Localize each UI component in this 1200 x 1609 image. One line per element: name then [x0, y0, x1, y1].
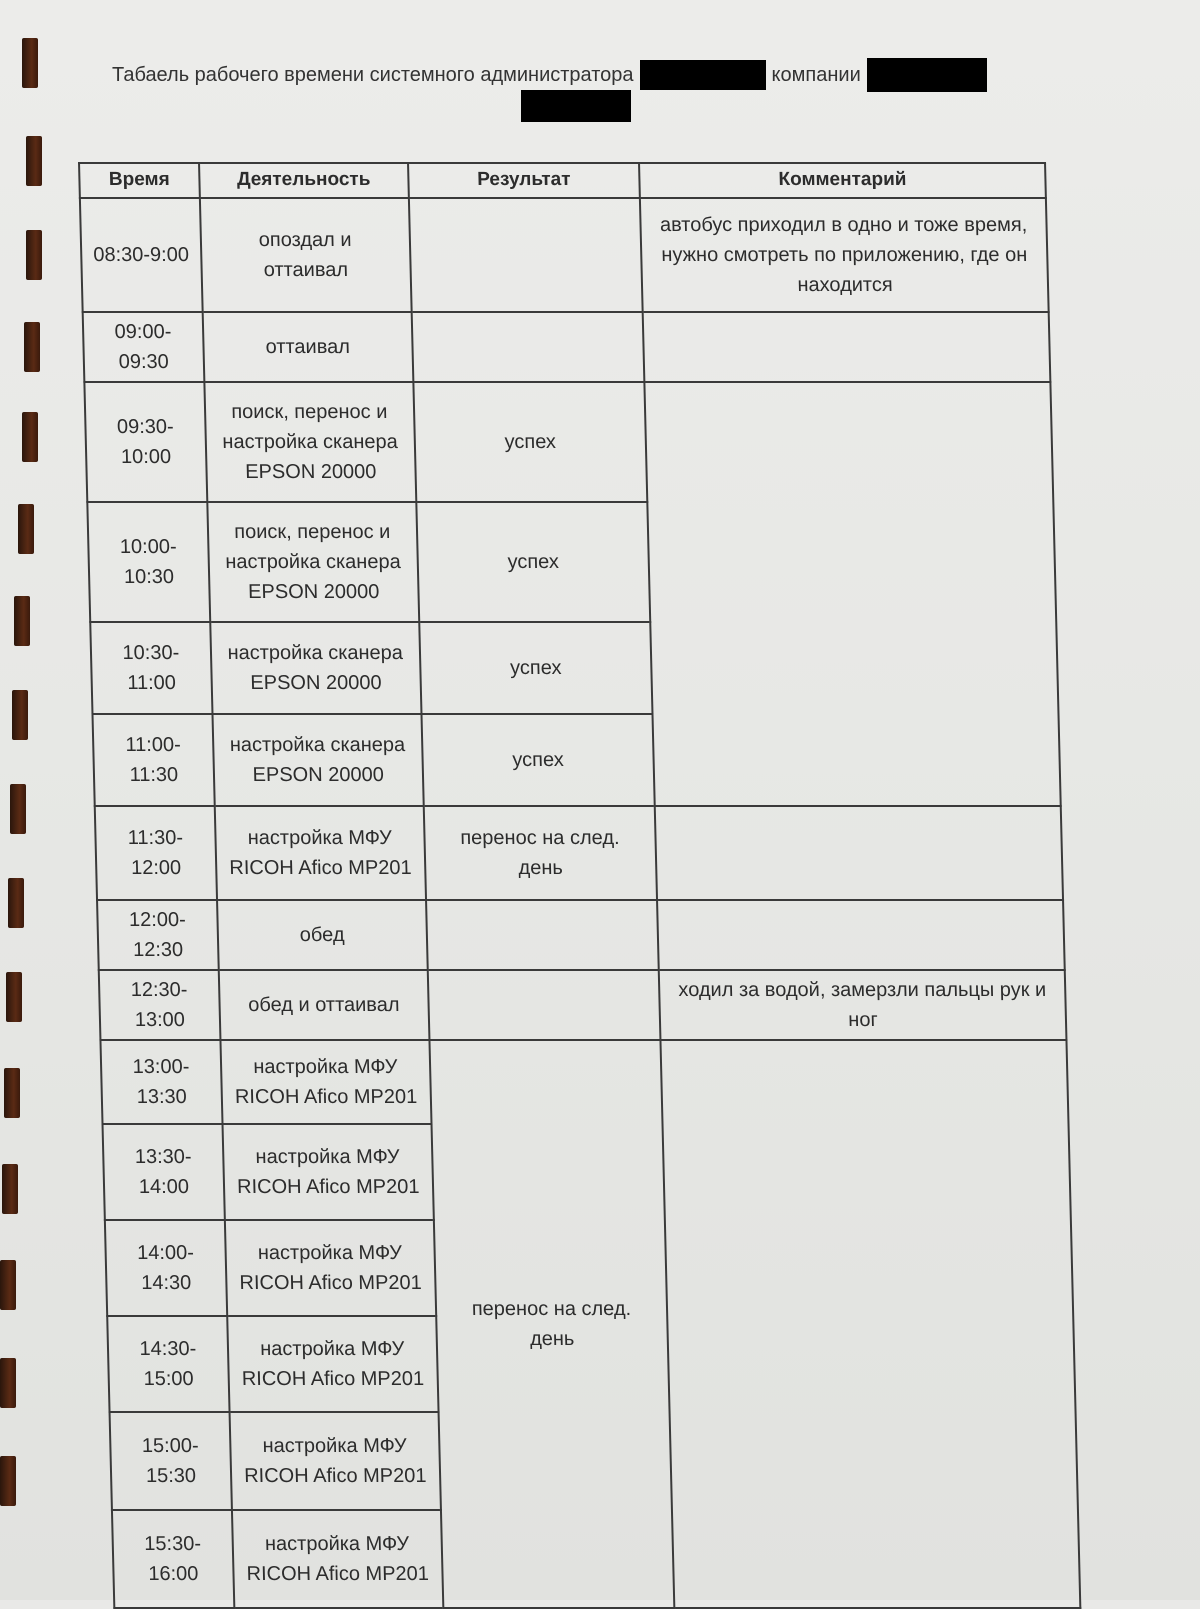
result-cell [427, 970, 660, 1040]
activity-cell: опоздал и оттаивал [200, 198, 412, 312]
column-header-comment: Комментарий [639, 163, 1046, 198]
binding-hole [4, 1068, 20, 1118]
activity-cell: обед и оттаивал [218, 970, 429, 1040]
result-cell: перенос на след. день [429, 1040, 674, 1608]
activity-cell: поиск, перенос и настройка сканера EPSON 20000 [207, 502, 419, 622]
result-cell: успех [421, 714, 655, 806]
time-cell: 12:30- 13:00 [99, 970, 220, 1040]
timesheet-table [78, 162, 1081, 1609]
binding-holes [0, 0, 60, 1600]
table-header-row [79, 163, 1046, 198]
time-cell: 11:00- 11:30 [92, 714, 214, 806]
table-row [100, 1040, 1068, 1124]
comment-cell [655, 806, 1063, 900]
binding-hole [22, 412, 38, 462]
activity-cell: настройка МФУ RICOH Afico MP201 [229, 1412, 440, 1510]
result-cell: успех [413, 382, 647, 502]
table-row [97, 900, 1065, 970]
time-cell: 14:30- 15:00 [107, 1316, 229, 1412]
column-header-activity: Деятельность [199, 163, 409, 198]
binding-hole [6, 972, 22, 1022]
activity-cell: настройка МФУ RICOH Afico MP201 [222, 1124, 433, 1220]
time-cell: 08:30-9:00 [80, 198, 203, 312]
time-cell: 11:30- 12:00 [95, 806, 217, 900]
activity-cell: обед [217, 900, 428, 970]
time-cell: 12:00- 12:30 [97, 900, 218, 970]
binding-hole [22, 38, 38, 88]
comment-cell: автобус приходил в одно и тоже время, нужно смотреть по приложению, где он находится [640, 198, 1049, 312]
redaction-bar [867, 58, 987, 92]
column-header-result: Результат [408, 163, 640, 198]
activity-cell: настройка МФУ RICOH Afico MP201 [225, 1220, 436, 1316]
result-cell [426, 900, 659, 970]
comment-cell: ходил за водой, замерзли пальцы рук и ног [659, 970, 1067, 1040]
time-cell: 15:30- 16:00 [112, 1510, 234, 1608]
comment-cell [643, 312, 1051, 382]
activity-cell: настройка МФУ RICOH Afico MP201 [227, 1316, 438, 1412]
binding-hole [2, 1164, 18, 1214]
result-cell [411, 312, 644, 382]
comment-cell [644, 382, 1060, 806]
result-cell: успех [419, 622, 653, 714]
comment-cell [661, 1040, 1081, 1608]
time-cell: 15:00- 15:30 [110, 1412, 232, 1510]
activity-cell: настройка МФУ RICOH Afico MP201 [232, 1510, 443, 1608]
time-cell: 13:30- 14:00 [102, 1124, 224, 1220]
comment-cell [657, 900, 1065, 970]
table-row [84, 382, 1053, 502]
table-row [95, 806, 1063, 900]
activity-cell: настройка сканера EPSON 20000 [212, 714, 423, 806]
activity-cell: поиск, перенос и настройка сканера EPSON 20000 [204, 382, 416, 502]
document-header [112, 58, 1112, 92]
document-title [112, 58, 1112, 92]
title-text: Табаель рабочего времени системного администратора [112, 63, 634, 86]
time-cell: 13:00- 13:30 [100, 1040, 222, 1124]
table-row [99, 970, 1067, 1040]
time-cell: 09:30- 10:00 [84, 382, 207, 502]
activity-cell: настройка МФУ RICOH Afico MP201 [220, 1040, 431, 1124]
time-cell: 10:00- 10:30 [87, 502, 210, 622]
binding-hole [0, 1260, 16, 1310]
binding-hole [12, 690, 28, 740]
time-cell: 10:30- 11:00 [90, 622, 212, 714]
binding-hole [18, 504, 34, 554]
result-cell [409, 198, 643, 312]
column-header-time: Время [79, 163, 200, 198]
binding-hole [24, 322, 40, 372]
result-cell: успех [416, 502, 650, 622]
binding-hole [14, 596, 30, 646]
redaction-bar [521, 90, 631, 122]
time-cell: 09:00- 09:30 [83, 312, 204, 382]
table-row [80, 198, 1049, 312]
binding-hole [26, 136, 42, 186]
binding-hole [0, 1456, 16, 1506]
table-row [83, 312, 1051, 382]
binding-hole [8, 878, 24, 928]
title-company-label: компании [771, 63, 861, 86]
activity-cell: настройка сканера EPSON 20000 [210, 622, 421, 714]
binding-hole [26, 230, 42, 280]
binding-hole [0, 1358, 16, 1408]
time-cell: 14:00- 14:30 [105, 1220, 227, 1316]
binding-hole [10, 784, 26, 834]
result-cell: перенос на след. день [423, 806, 657, 900]
redaction-bar [640, 60, 766, 90]
activity-cell: настройка МФУ RICOH Afico MP201 [214, 806, 425, 900]
activity-cell: оттаивал [202, 312, 413, 382]
